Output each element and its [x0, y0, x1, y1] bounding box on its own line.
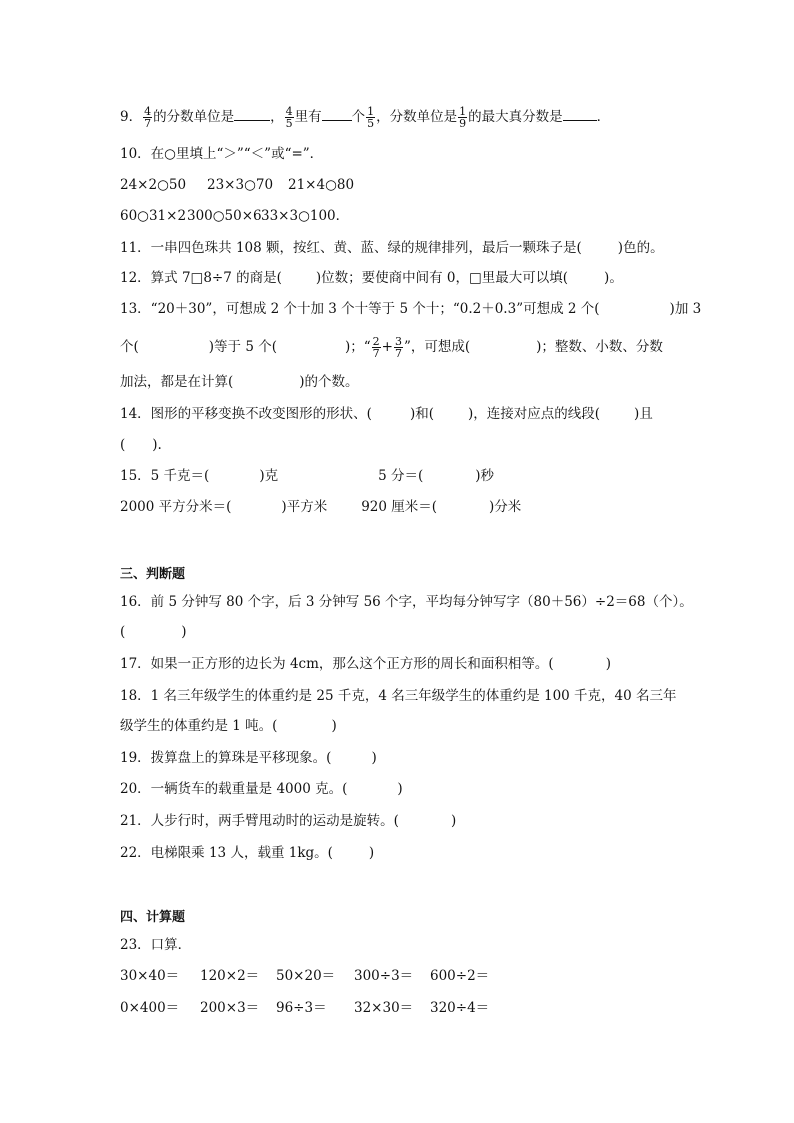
fraction: $\frac{4}{7}$ — [144, 105, 152, 130]
question-10: 10．在○里填上“＞”“＜”或“=”． — [120, 146, 324, 162]
calc-item[interactable]: 320÷4＝ — [430, 1000, 490, 1016]
comparison-item[interactable]: 24×2○50 — [120, 177, 187, 193]
calc-item[interactable]: 96÷3＝ — [276, 1000, 327, 1016]
comparison-item[interactable]: 23×3○70 — [207, 177, 274, 193]
question-14-line-2: ( ). — [120, 437, 162, 453]
answer-blank[interactable] — [234, 108, 270, 121]
answer-blank[interactable] — [322, 108, 352, 121]
comparison-item[interactable]: 300○50×6 — [187, 208, 262, 224]
question-21: 21．人步行时，两手臂甩动时的运动是旋转。( ) — [120, 813, 457, 829]
calc-item[interactable]: 200×3＝ — [200, 1000, 260, 1016]
question-9: 9． $\frac{4}{7}$ 的分数单位是 ， $\frac{4}{5}$ 里有 个 $\frac{1}{5}$ ，分数单位是 $\frac{1}{9}$ 的最大真分数是 ． — [120, 105, 611, 130]
question-number: 9． — [120, 109, 143, 125]
question-15-row-1: 15．5 千克＝( )克 5 分＝( )秒 — [120, 468, 495, 484]
question-23: 23．口算． — [120, 937, 192, 953]
calc-item[interactable]: 600÷2＝ — [430, 968, 490, 984]
question-12: 12．算式 7□8÷7 的商是( )位数；要使商中间有 0，□里最大可以填( )。 — [120, 270, 623, 286]
fraction: $\frac{2}{7}$ — [372, 335, 380, 360]
calc-item[interactable]: 300÷3＝ — [354, 968, 414, 984]
answer-blank[interactable] — [563, 108, 597, 121]
comparison-row-2 — [120, 206, 349, 226]
question-13-line-1: 13．“20＋30”，可想成 2 个十加 3 个十等于 5 个十；“0.2＋0.3”可想成 2 个( )加 3 — [120, 301, 702, 317]
question-17: 17．如果一正方形的边长为 4cm，那么这个正方形的周长和面积相等。( ) — [120, 656, 611, 672]
question-18-line-1: 18．1 名三年级学生的体重约是 25 千克，4 名三年级学生的体重约是 100 千克，40 名三年 — [120, 688, 677, 704]
question-13-line-2: 个( )等于 5 个( )；“ $\frac{2}{7}$ + $\frac{3}{7}$ ”，可想成( )；整数、小数、分数 — [120, 335, 663, 360]
calc-item[interactable]: 30×40＝ — [120, 968, 180, 984]
calc-item[interactable]: 32×30＝ — [354, 1000, 414, 1016]
question-16-line-2: ( ) — [120, 624, 187, 640]
question-16-line-1: 16．前 5 分钟写 80 个字，后 3 分钟写 56 个字，平均每分钟写字（80＋56）÷2＝68（个）。 — [120, 594, 693, 610]
fraction: $\frac{1}{9}$ — [459, 105, 467, 130]
calc-item[interactable]: 0×400＝ — [120, 1000, 180, 1016]
comparison-item[interactable]: 21×4○80 — [288, 177, 355, 193]
comparison-item[interactable]: 33×3○100． — [261, 208, 350, 224]
section-title-judgment: 三、判断题 — [120, 567, 186, 582]
question-15-row-2: 2000 平方分米＝( )平方米 920 厘米＝( )分米 — [120, 499, 522, 515]
calc-item[interactable]: 50×20＝ — [276, 968, 336, 984]
fraction: $\frac{3}{7}$ — [394, 335, 402, 360]
question-22: 22．电梯限乘 13 人，载重 1kg。( ) — [120, 845, 375, 861]
calc-item[interactable]: 120×2＝ — [200, 968, 260, 984]
question-11: 11．一串四色珠共 108 颗，按红、黄、蓝、绿的规律排列，最后一颗珠子是( )色的。 — [120, 240, 664, 256]
question-13-line-3: 加法，都是在计算( )的个数。 — [120, 374, 359, 390]
question-14-line-1: 14．图形的平移变换不改变图形的形状、( )和( )，连接对应点的线段( )且 — [120, 406, 653, 422]
question-19: 19．拨算盘上的算珠是平移现象。( ) — [120, 750, 377, 766]
section-title-calculation: 四、计算题 — [120, 910, 186, 925]
calc-row-2 — [120, 998, 489, 1018]
question-20: 20．一辆货车的载重量是 4000 克。( ) — [120, 781, 403, 797]
fraction: $\frac{4}{5}$ — [285, 105, 293, 130]
comparison-item[interactable]: 60○31×2 — [120, 208, 187, 224]
question-18-line-2: 级学生的体重约是 1 吨。( ) — [120, 718, 337, 734]
fraction: $\frac{1}{5}$ — [367, 105, 375, 130]
comparison-row-1 — [120, 175, 354, 195]
calc-row-1 — [120, 966, 489, 986]
